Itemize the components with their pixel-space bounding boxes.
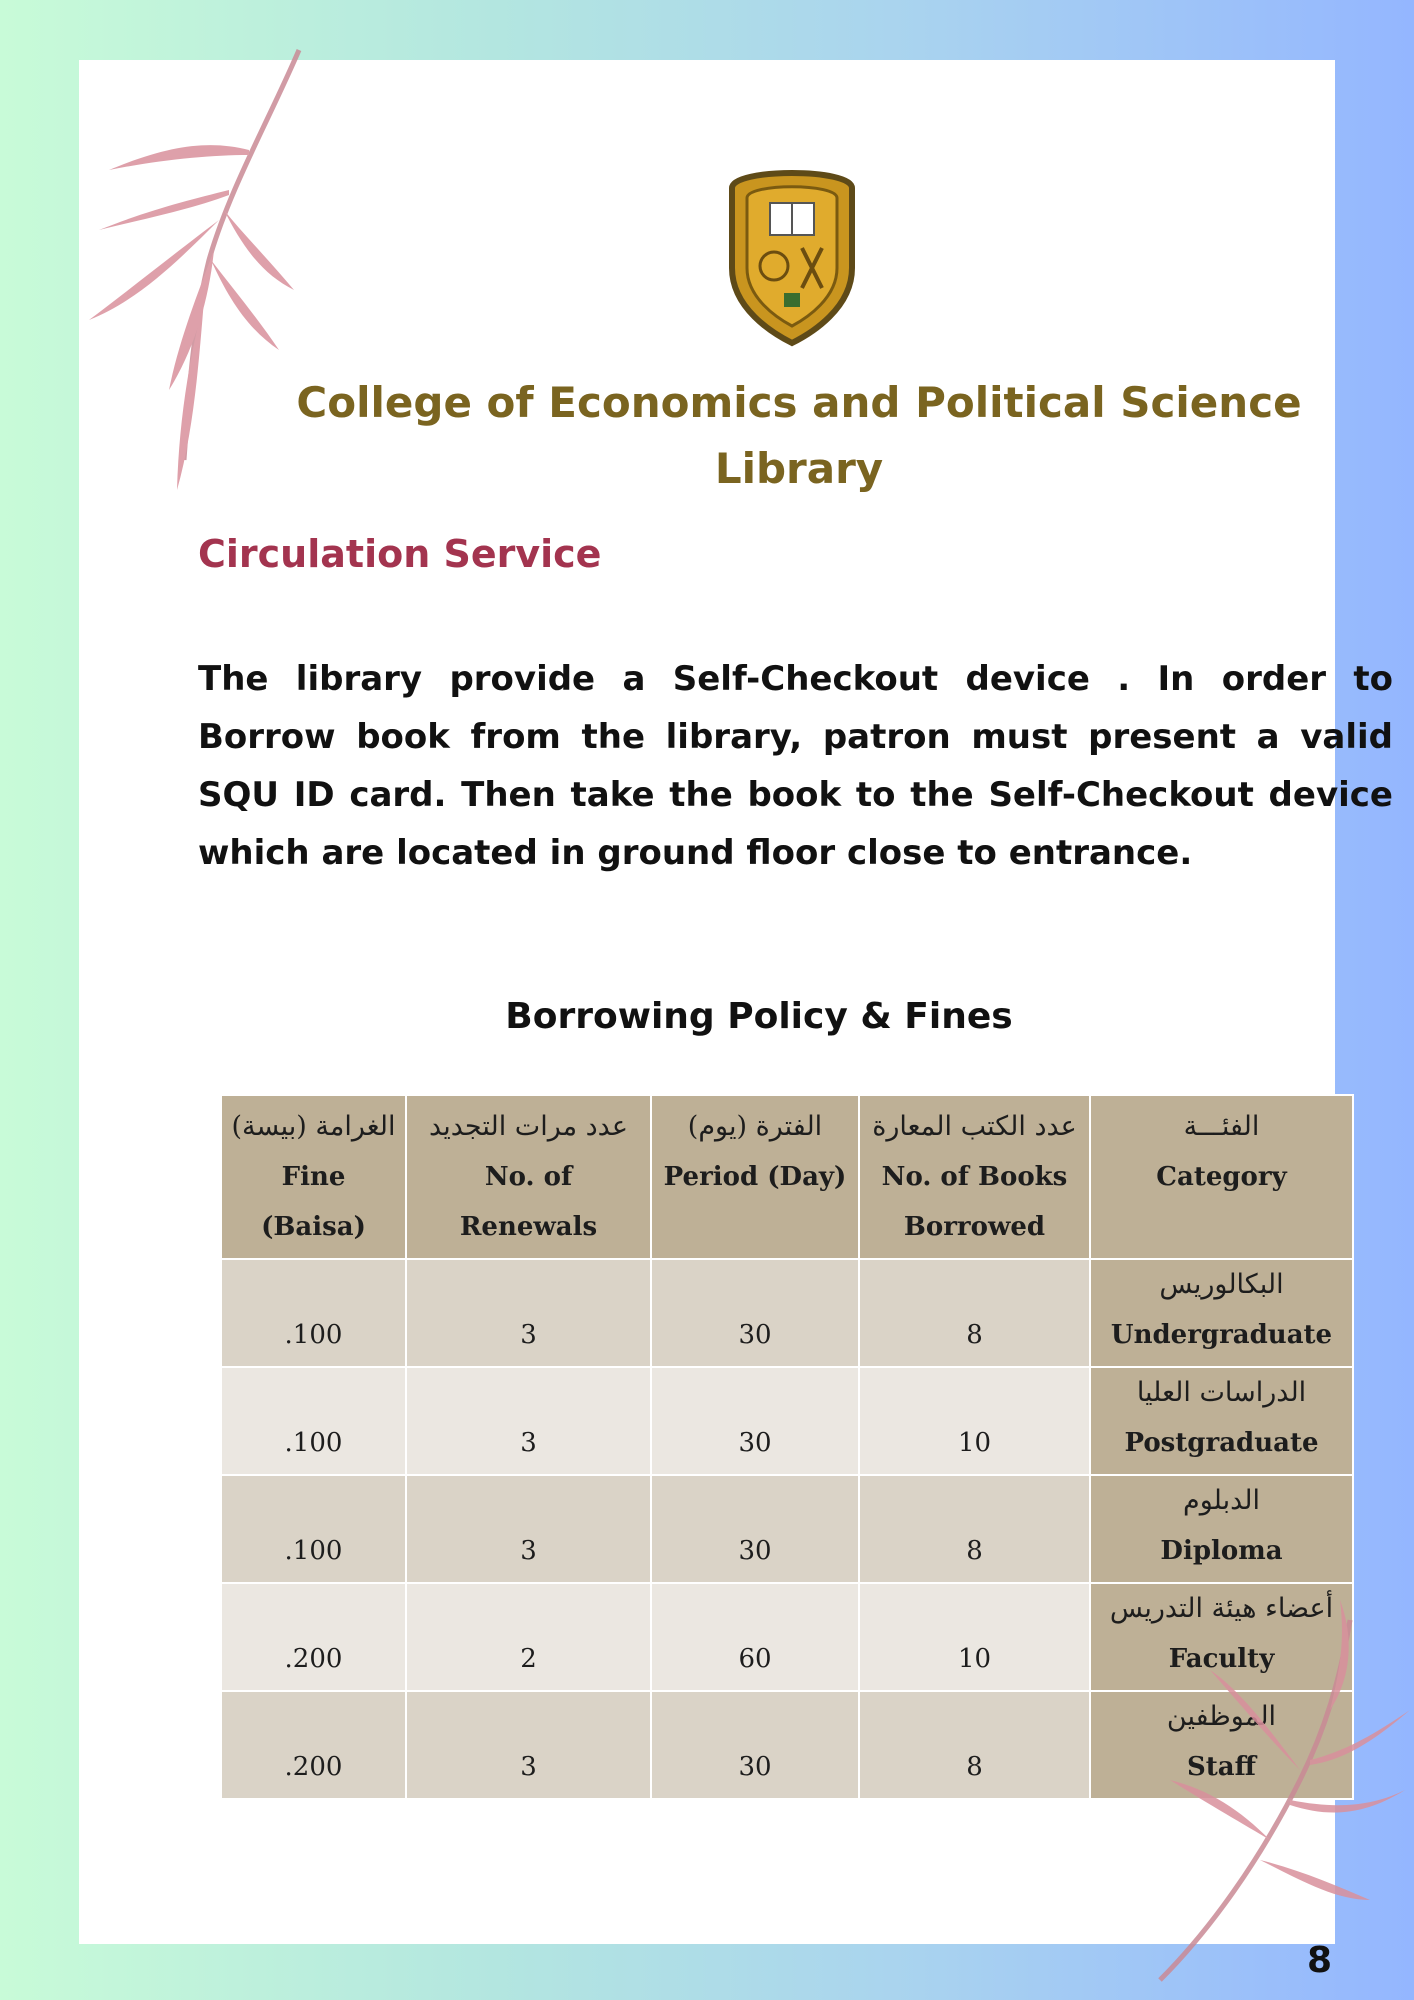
renewals-cell: 3 [406,1475,651,1583]
category-ar: الدبلوم [1182,1485,1261,1516]
leaf-branch-icon [1150,1600,1410,1990]
table-row [221,1259,1353,1367]
period-cell: 30 [651,1367,859,1475]
column-header-ar: الفئـــة [1183,1111,1260,1142]
category-ar: الموظفين [1166,1701,1277,1732]
fine-cell: .200 [221,1583,406,1691]
books-cell: 8 [859,1475,1090,1583]
table-header-row [221,1095,1353,1259]
renewals-cell: 3 [406,1259,651,1367]
page-number: 8 [1307,1940,1333,1981]
category-en: Staff [1187,1752,1256,1782]
fine-cell: .100 [221,1475,406,1583]
college-title [279,370,1319,502]
college-title-line1: College of Economics and Political Science [296,378,1302,427]
books-cell: 8 [859,1691,1090,1799]
period-cell: 60 [651,1583,859,1691]
category-en: Diploma [1160,1536,1283,1566]
renewals-cell: 2 [406,1583,651,1691]
table-title: Borrowing Policy & Fines [505,996,1013,1037]
category-cell [1090,1259,1353,1367]
column-header-ar: عدد مرات التجديد [429,1111,628,1142]
category-ar: البكالوريس [1159,1269,1284,1300]
column-header-en: Period (Day) [663,1162,847,1192]
books-cell: 10 [859,1367,1090,1475]
column-header-period [651,1095,859,1259]
column-header-en: Fine (Baisa) [261,1162,366,1242]
period-cell: 30 [651,1691,859,1799]
column-header-ar: الغرامة (بيسة) [231,1111,396,1142]
column-header-en: No. of Renewals [459,1162,598,1242]
table-row [221,1475,1353,1583]
category-cell [1090,1367,1353,1475]
column-header-renewals [406,1095,651,1259]
fine-cell: .100 [221,1259,406,1367]
page-sheet [79,60,1393,1981]
section-title: Circulation Service [198,532,602,576]
fine-cell: .100 [221,1367,406,1475]
column-header-en: No. of Books Borrowed [881,1162,1068,1242]
renewals-cell: 3 [406,1691,651,1799]
period-cell: 30 [651,1259,859,1367]
category-en: Undergraduate [1110,1320,1333,1350]
column-header-en: Category [1156,1162,1287,1192]
category-ar: أعضاء هيئة التدريس [1109,1593,1334,1624]
category-ar: الدراسات العليا [1136,1377,1307,1408]
books-cell: 10 [859,1583,1090,1691]
table-row [221,1367,1353,1475]
college-title-line2: Library [714,444,884,493]
column-header-fine [221,1095,406,1259]
category-en: Postgraduate [1124,1428,1319,1458]
fine-cell: .200 [221,1691,406,1799]
column-header-books [859,1095,1090,1259]
books-cell: 8 [859,1259,1090,1367]
renewals-cell: 3 [406,1367,651,1475]
period-cell: 30 [651,1475,859,1583]
column-header-ar: الفترة (يوم) [687,1111,823,1142]
intro-paragraph: The library provide a Self-Checkout device . In order to Borrow book from the library, patron must present a valid SQU ID card. Then take the book to the Self-Checkout device which are located in ground floor close to entrance. [198,659,1393,873]
category-en: Faculty [1168,1644,1275,1674]
squ-crest-logo-icon [712,148,872,348]
column-header-ar: عدد الكتب المعارة [872,1111,1077,1142]
column-header-category [1090,1095,1353,1259]
category-cell [1090,1475,1353,1583]
